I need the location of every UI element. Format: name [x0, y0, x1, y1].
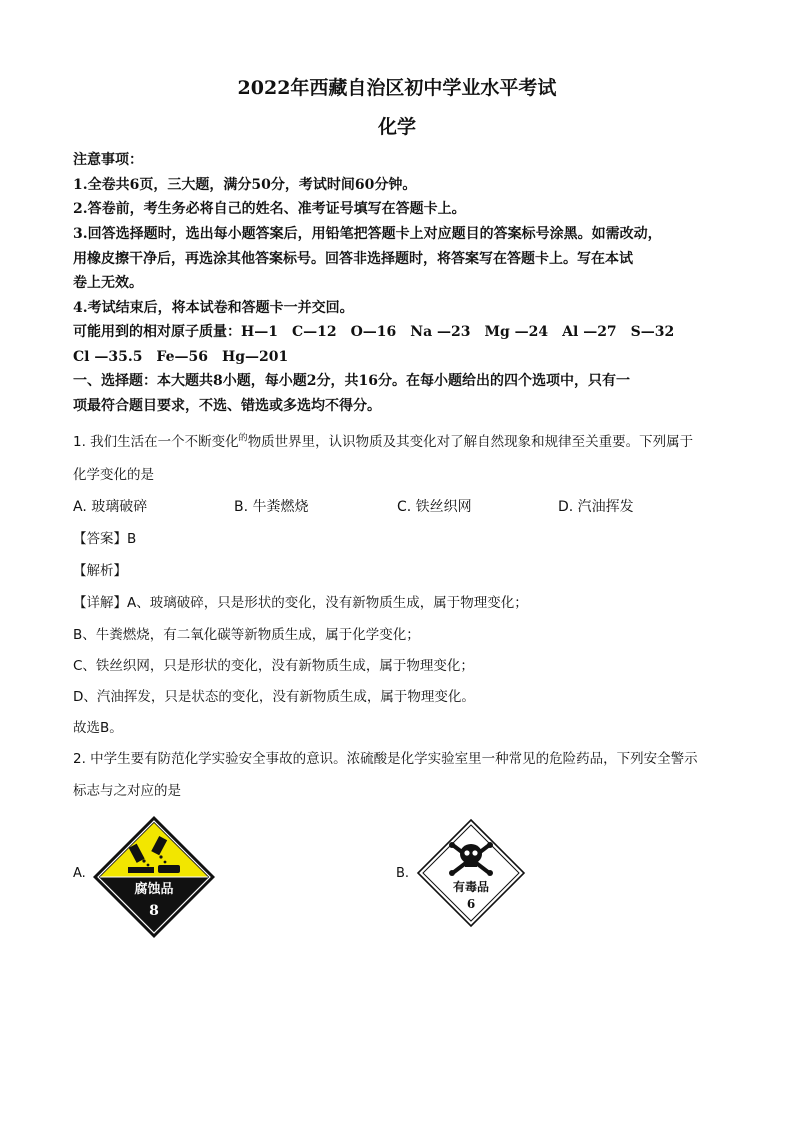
- q2-option-b-label: B.: [396, 866, 410, 881]
- toxic-hazard-sign: [416, 818, 526, 928]
- q2-stem-line-1: 2. 中学生要有防范化学实验安全事故的意识。浓硫酸是化学实验室里一种常见的危险药品，下列安全警示: [73, 751, 698, 767]
- notice-heading: 注意事项：: [73, 152, 143, 168]
- subject-title: 化学: [377, 116, 416, 138]
- section-1-line-2: 项最符合题目要求，不选、错选或多选均不得分。: [73, 398, 381, 414]
- notice-item-2: 2.答卷前，考生务必将自己的姓名、准考证号填写在答题卡上。: [73, 201, 466, 217]
- notice-item-3-line-1: 3.回答选择题时，选出每小题答案后，用铅笔把答题卡上对应题目的答案标号涂黑。如需改动，: [73, 226, 662, 242]
- q1-detail-b: B、牛粪燃烧，有二氧化碳等新物质生成，属于化学变化；: [73, 627, 420, 643]
- q1-detail-d: D、汽油挥发，只是状态的变化，没有新物质生成，属于物理变化。: [73, 689, 475, 705]
- q1-analysis-heading: 【解析】: [73, 563, 127, 579]
- atomic-mass-line-2: Cl —35.5 Fe—56 Hg—201: [73, 349, 289, 365]
- notice-item-3-line-3: 卷上无效。: [73, 275, 143, 291]
- q1-conclusion: 故选B。: [73, 720, 123, 736]
- q1-option-d: D. 汽油挥发: [558, 499, 634, 515]
- corrosive-sign-class: 8: [149, 903, 159, 919]
- q1-stem-superscript: 的: [238, 433, 248, 444]
- notice-item-4: 4.考试结束后，将本试卷和答题卡一并交回。: [73, 300, 354, 316]
- q1-detail-c: C、铁丝织网，只是形状的变化，没有新物质生成，属于物理变化；: [73, 658, 474, 674]
- notice-item-3-line-2: 用橡皮擦干净后，再选涂其他答案标号。回答非选择题时，将答案写在答题卡上。写在本试: [73, 251, 633, 267]
- q1-stem-part-b: 物质世界里，认识物质及其变化对了解自然现象和规律至关重要。下列属于: [247, 434, 694, 450]
- q1-stem-line-1: [73, 430, 693, 450]
- q1-stem-part-a: 1. 我们生活在一个不断变化: [73, 434, 239, 450]
- toxic-sign-text: 有毒品: [452, 880, 490, 894]
- q1-answer: 【答案】B: [73, 531, 137, 547]
- exam-title: 2022年西藏自治区初中学业水平考试: [237, 77, 557, 99]
- q1-detail-a: 【详解】A、玻璃破碎，只是形状的变化，没有新物质生成，属于物理变化；: [73, 595, 528, 611]
- notice-item-1: 1.全卷共6页，三大题，满分50分，考试时间60分钟。: [73, 177, 417, 193]
- q1-option-c: C. 铁丝织网: [397, 499, 472, 515]
- atomic-mass-line-1: 可能用到的相对原子质量：H—1 C—12 O—16 Na —23 Mg —24 Al —27 S—32: [73, 324, 675, 340]
- q2-option-a-label: A.: [73, 866, 86, 881]
- q1-stem-line-2: 化学变化的是: [73, 467, 154, 483]
- q1-option-b: B. 牛粪燃烧: [234, 499, 309, 515]
- q2-stem-line-2: 标志与之对应的是: [73, 783, 181, 799]
- section-1-line-1: 一、选择题：本大题共8小题，每小题2分，共16分。在每小题给出的四个选项中，只有一: [73, 373, 630, 389]
- corrosive-sign-text: 腐蚀品: [134, 882, 174, 897]
- q1-option-a: A. 玻璃破碎: [73, 499, 148, 515]
- toxic-sign-class: 6: [466, 897, 476, 911]
- corrosive-hazard-sign: [92, 815, 216, 939]
